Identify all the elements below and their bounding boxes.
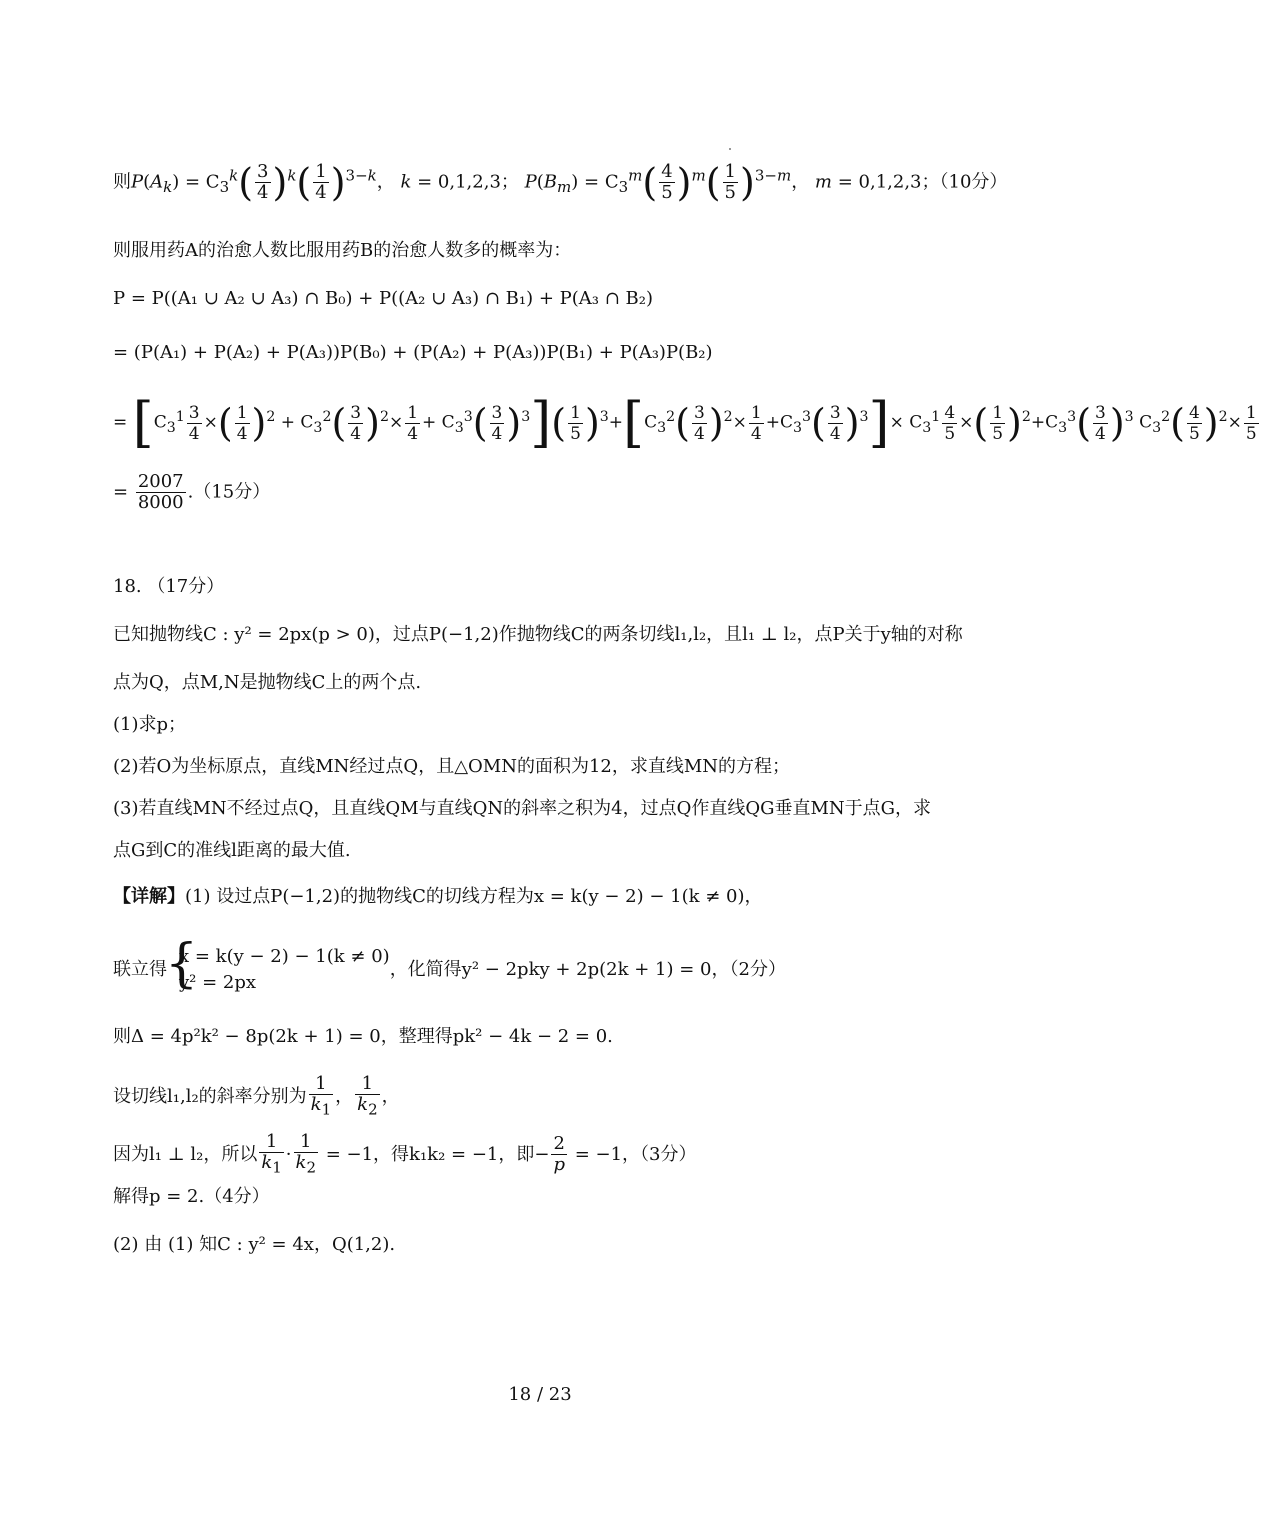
- solution-perpendicular: 因为l₁ ⊥ l₂，所以 $\frac{1}{k_1}$ · $\frac{1}{k_2}$ = −1，得k₁k₂ = −1，即− $\frac{2}{p}$ = −1，（3分）: [113, 1131, 697, 1177]
- solution-system-line: [113, 934, 980, 994]
- perp-suffix: = −1，（3分）: [568, 1143, 697, 1165]
- perp-middle: = −1，得k₁k₂ = −1，即−: [320, 1143, 550, 1165]
- question-18-stem-1: 已知抛物线C : y² = 2px(p > 0)，过点P(−1,2)作抛物线C的两条切线l₁,l₂，且l₁ ⊥ l₂，点P关于y轴的对称: [113, 624, 963, 645]
- slopes-prefix: 设切线l₁,l₂的斜率分别为: [113, 1085, 307, 1107]
- system-row-1: x = k(y − 2) − 1(k ≠ 0): [179, 946, 390, 967]
- solution-text-1: (1) 设过点P(−1,2)的抛物线C的切线方程为x = k(y − 2) − 1(k ≠ 0)，: [185, 886, 763, 907]
- perp-prefix: 因为l₁ ⊥ l₂，所以: [113, 1143, 258, 1165]
- result-score: .（15分）: [187, 481, 271, 503]
- probability-line-1: P = P((A₁ ∪ A₂ ∪ A₃) ∩ B₀) + P((A₂ ∪ A₃) ∩ B₁) + P(A₃ ∩ B₂): [113, 288, 654, 309]
- system-prefix: 联立得: [113, 959, 167, 980]
- question-18-stem-2: 点为Q，点M,N是抛物线C上的两个点.: [113, 672, 422, 693]
- result-denominator: 8000: [137, 492, 184, 513]
- result-line: = $\frac{2007}{8000}$ .（15分）: [113, 471, 271, 513]
- result-numerator: 2007: [137, 471, 184, 492]
- scan-speck: [729, 148, 731, 150]
- system-row-2: y² = 2px: [179, 972, 257, 993]
- solution-p-value: 解得p = 2.（4分）: [113, 1186, 270, 1207]
- system-suffix: ，化简得y² − 2pky + 2p(2k + 1) = 0，（2分）: [389, 959, 786, 980]
- solution-line-1: [113, 884, 980, 910]
- equation-system: { x = k(y − 2) − 1(k ≠ 0) y² = 2px: [165, 934, 390, 994]
- solution-slopes: 设切线l₁,l₂的斜率分别为 $\frac{1}{k_1}$ ， $\frac{1}{k_2}$ ，: [113, 1073, 400, 1119]
- solution-label: 【详解】: [113, 886, 185, 907]
- question-18-part-3a: (3)若直线MN不经过点Q，且直线QM与直线QN的斜率之积为4，过点Q作直线QG垂直MN于点G，求: [113, 798, 932, 819]
- page-number: 18 / 23: [508, 1384, 572, 1405]
- question-18-part-1: (1)求p；: [113, 714, 187, 735]
- probability-line-2: = (P(A₁) + P(A₂) + P(A₃))P(B₀) + (P(A₂) + P(A₃))P(B₁) + P(A₃)P(B₂): [113, 342, 713, 363]
- solution-delta: 则Δ = 4p²k² − 8p(2k + 1) = 0，整理得pk² − 4k − 2 = 0.: [113, 1026, 613, 1047]
- distribution-line: 则$P(A_k) = C_3^k$( $\frac{3}{4}$ )$^k$( $\frac{1}{4}$ )$^{3-k}$， k = 0,1,2,3； $P(B_m) = C_3^m$( $\frac{4}{5}$ )$^m$( $\frac{1}{5}$ )$^{3-m}$， m = 0,1,2,3；（10分）: [113, 160, 1008, 205]
- question-18-header: 18. （17分）: [113, 576, 225, 597]
- question-18-part-3b: 点G到C的准线l距离的最大值.: [113, 840, 351, 861]
- probability-line-3: = [$C_3^1$ $\frac{3}{4}$ ×( $\frac{1}{4}$ )$^2 + C_3^2$( $\frac{3}{4}$ )$^2$× $\frac{1}{4}$ + $C_3^3$( $\frac{3}{4}$ )$^3$]( $\frac{1}{5}$ )$^3+[C_3^2$( $\frac{3}{4}$ )$^2$× $\frac{1}{4}$ $+C_3^3$( $\frac{3}{4}$ )$^3]\times C_3^1$ $\frac{4}{5}$ ×( $\frac{1}{5}$ )$^2+C_3^3$( $\frac{3}{4}$ )$^3$ $C_3^2$( $\frac{4}{5}$ )$^2$× $\frac{1}{5}$: [113, 391, 1257, 454]
- question-18-part-2: (2)若O为坐标原点，直线MN经过点Q，且△OMN的面积为12，求直线MN的方程；: [113, 756, 791, 777]
- intro-text: 则服用药A的治愈人数比服用药B的治愈人数多的概率为：: [113, 240, 572, 261]
- solution-part-2: (2) 由 (1) 知C : y² = 4x，Q(1,2).: [113, 1234, 396, 1255]
